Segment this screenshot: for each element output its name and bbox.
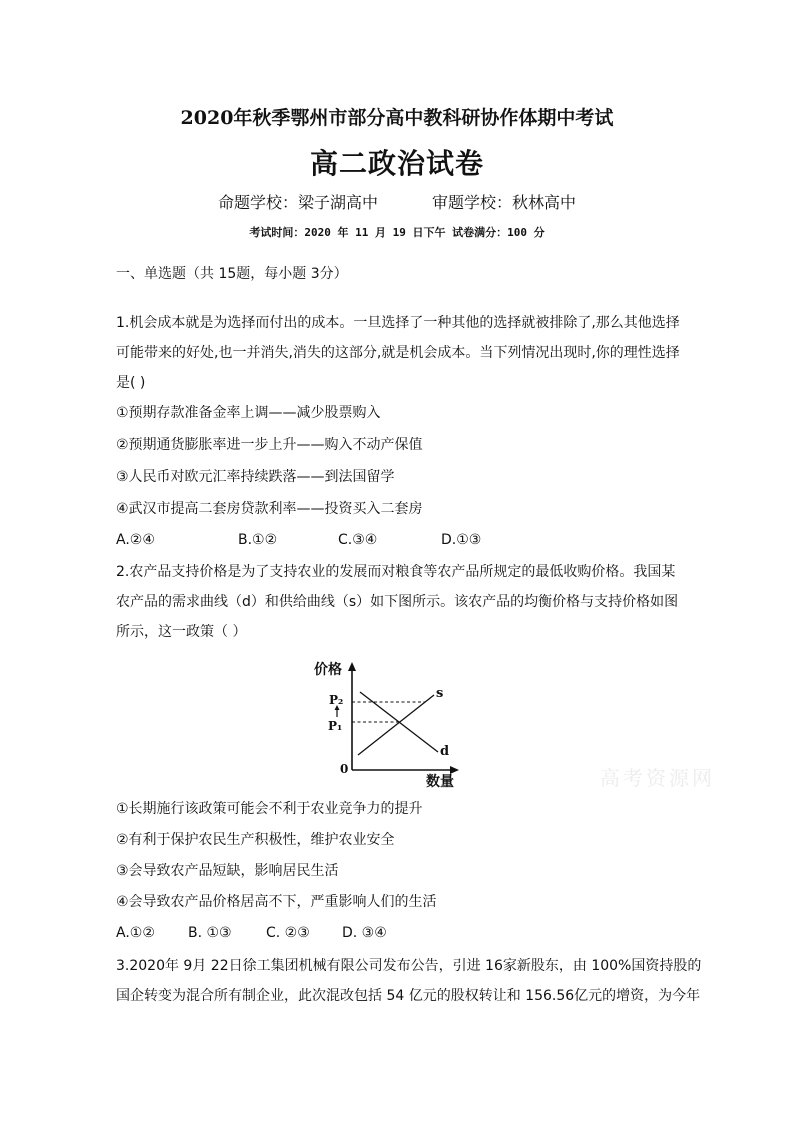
q2-option-d[interactable]: D. ③④ (342, 925, 387, 941)
q1-item-1: ①预期存款准备金率上调——减少股票购入 (116, 405, 381, 421)
q1-stem-line3: 是( ) (116, 375, 146, 391)
watermark: 高考资源网 (600, 766, 715, 790)
supply-curve (358, 695, 434, 755)
p1-label: P₁ (328, 719, 343, 733)
q1-option-d[interactable]: D.①③ (441, 532, 482, 548)
x-axis-arrow (450, 766, 459, 774)
q2-item-4: ④会导致农产品价格居高不下，严重影响人们的生活 (116, 894, 437, 910)
exam-title: 2020年秋季鄂州市部分高中教科研协作体期中考试 (180, 107, 614, 129)
supply-demand-graph (300, 660, 460, 790)
section-heading: 一、单选题（共 15题，每小题 3分） (116, 266, 348, 282)
q2-option-a[interactable]: A.①② (116, 925, 155, 941)
supply-label: s (436, 686, 444, 701)
q2-stem-line2: 农产品的需求曲线（d）和供给曲线（s）如下图所示。该农产品的均衡价格与支持价格如图 (116, 594, 679, 610)
setter-school: 命题学校：梁子湖高中 (217, 193, 378, 212)
q2-item-1: ①长期施行该政策可能会不利于农业竞争力的提升 (116, 801, 423, 817)
origin-label: 0 (340, 762, 349, 776)
exam-info: 考试时间：2020 年 11 月 19 日下午 试卷满分：100 分 (249, 226, 545, 239)
q1-stem-line2: 可能带来的好处,也一并消失,消失的这部分,就是机会成本。当下列情况出现时,你的理性选择 (116, 345, 680, 361)
q2-item-2: ②有利于保护农民生产积极性，维护农业安全 (116, 832, 395, 848)
q2-option-c[interactable]: C. ②③ (266, 925, 310, 941)
x-axis-label: 数量 (426, 774, 454, 790)
q2-options (116, 923, 387, 943)
q2-stem-line1: 2.农产品支持价格是为了支持农业的发展而对粮食等农产品所规定的最低收购价格。我国某 (116, 564, 676, 580)
q2-option-b[interactable]: B. ①③ (188, 925, 232, 941)
q1-stem-line1: 1.机会成本就是为选择而付出的成本。一旦选择了一种其他的选择就被排除了,那么其他选择 (116, 315, 680, 331)
p2-label: P₂ (329, 693, 344, 707)
q1-option-c[interactable]: C.③④ (338, 532, 378, 548)
y-axis-label: 价格 (314, 662, 342, 678)
q1-item-4: ④武汉市提高二套房贷款利率——投资买入二套房 (116, 501, 423, 517)
q1-item-3: ③人民币对欧元汇率持续跌落——到法国留学 (116, 469, 395, 485)
y-axis-arrow (348, 662, 356, 671)
q2-stem-line3: 所示，这一政策（ ） (116, 624, 247, 640)
school-info (0, 190, 794, 213)
q2-item-3: ③会导致农产品短缺，影响居民生活 (116, 863, 339, 879)
q1-option-b[interactable]: B.①② (238, 532, 278, 548)
q3-stem-line2: 国企转变为混合所有制企业，此次混改包括 54 亿元的股权转让和 156.56亿元的增资，为今年 (116, 988, 701, 1004)
q1-options (116, 530, 481, 550)
reviewer-school: 审题学校：秋林高中 (432, 193, 577, 212)
q1-option-a[interactable]: A.②④ (116, 532, 155, 548)
subject-title: 高二政治试卷 (309, 147, 484, 180)
demand-label: d (440, 744, 450, 759)
q3-stem-line1: 3.2020年 9月 22日徐工集团机械有限公司发布公告，引进 16家新股东，由 100%国资持股的 (116, 958, 702, 974)
q1-item-2: ②预期通货膨胀率进一步上升——购入不动产保值 (116, 437, 423, 453)
